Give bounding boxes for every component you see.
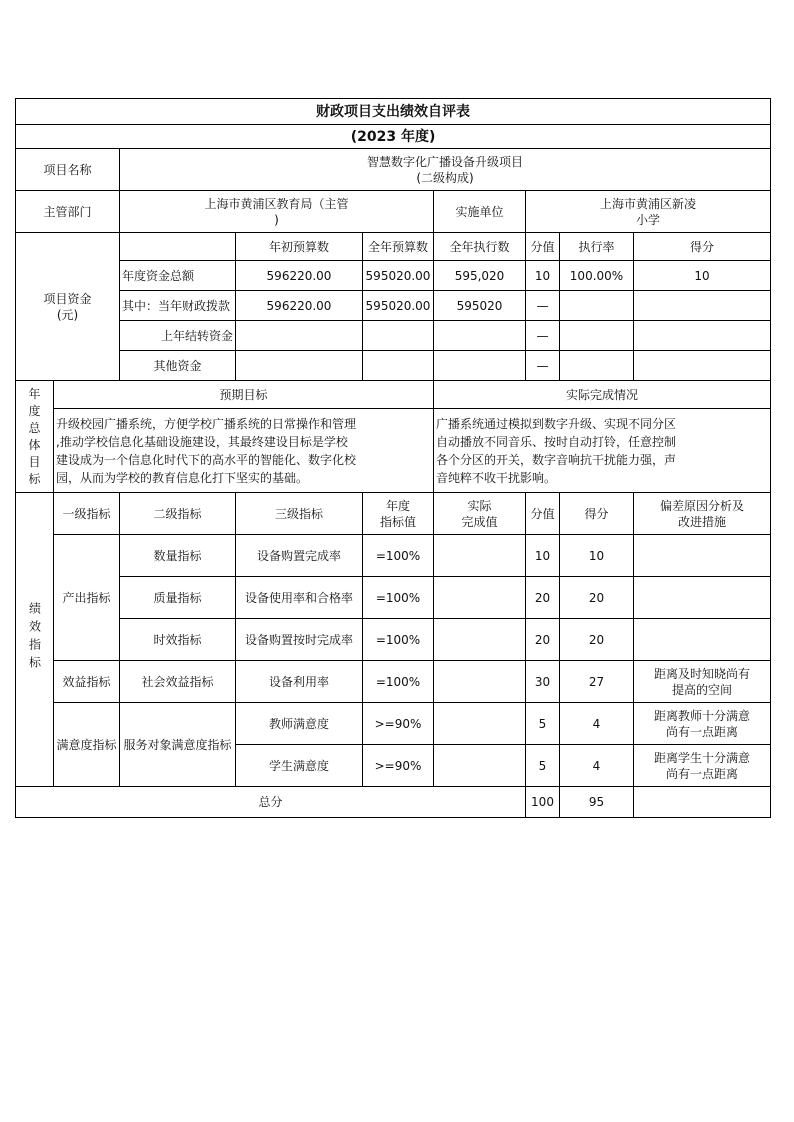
- impl-value: [526, 191, 771, 233]
- indicators-side-label: [16, 493, 54, 787]
- ind-header-level3: 三级指标: [236, 493, 363, 535]
- ind-target: =100%: [363, 619, 434, 661]
- funds-cell-initial: 596220.00: [236, 291, 363, 321]
- funds-cell-rate: 100.00%: [560, 261, 634, 291]
- ind-level3: 设备使用率和合格率: [236, 577, 363, 619]
- ind-level3: 设备利用率: [236, 661, 363, 703]
- project-name-label: 项目名称: [16, 149, 120, 191]
- ind-score: 10: [560, 535, 634, 577]
- funds-header-annual: 全年预算数: [363, 233, 434, 261]
- ind-actual: [434, 535, 526, 577]
- ind-analysis: [634, 619, 771, 661]
- ind-actual: [434, 661, 526, 703]
- dept-value: [120, 191, 434, 233]
- ind-header-level1: 一级指标: [54, 493, 120, 535]
- expected-goal-header: 预期目标: [54, 381, 434, 409]
- funds-header-rate: 执行率: [560, 233, 634, 261]
- ind-analysis: 距离及时知晓尚有 提高的空间: [634, 661, 771, 703]
- ind-level2: 数量指标: [120, 535, 236, 577]
- ind-weight: 30: [526, 661, 560, 703]
- project-name-line2: (二级构成): [416, 170, 474, 185]
- ind-weight: 10: [526, 535, 560, 577]
- ind-header-target: 年度 指标值: [363, 493, 434, 535]
- ind-level2: 社会效益指标: [120, 661, 236, 703]
- ind-actual: [434, 703, 526, 745]
- funds-cell-executed: [434, 321, 526, 351]
- ind-level2: 时效指标: [120, 619, 236, 661]
- funds-cell-score: [634, 351, 771, 381]
- ind-target: =100%: [363, 661, 434, 703]
- funds-cell-score: [634, 291, 771, 321]
- funds-cell-initial: 596220.00: [236, 261, 363, 291]
- funds-row-label: 上年结转资金: [120, 321, 236, 351]
- ind-header-weight: 分值: [526, 493, 560, 535]
- total-label: 总分: [16, 787, 526, 818]
- ind-level1-output: 产出指标: [54, 535, 120, 661]
- funds-row-label: 其中：当年财政拨款: [120, 291, 236, 321]
- ind-weight: 5: [526, 745, 560, 787]
- ind-weight: 20: [526, 577, 560, 619]
- ind-level2-satisfaction: 服务对象满意度指标: [120, 703, 236, 787]
- funds-cell-rate: [560, 291, 634, 321]
- funds-cell-score: 10: [634, 261, 771, 291]
- actual-goal-header: 实际完成情况: [434, 381, 771, 409]
- ind-level3: 设备购置完成率: [236, 535, 363, 577]
- funds-cell-rate: [560, 351, 634, 381]
- ind-header-analysis: 偏差原因分析及 改进措施: [634, 493, 771, 535]
- project-name-line1: 智慧数字化广播设备升级项目: [367, 154, 524, 169]
- ind-actual: [434, 577, 526, 619]
- ind-score: 4: [560, 703, 634, 745]
- ind-score: 20: [560, 619, 634, 661]
- ind-weight: 20: [526, 619, 560, 661]
- funds-cell-weight: —: [526, 291, 560, 321]
- impl-value-line1: 上海市黄浦区新凌: [600, 196, 697, 211]
- ind-score: 4: [560, 745, 634, 787]
- expected-goal-text: 升级校园广播系统，方便学校广播系统的日常操作和管理 ,推动学校信息化基础设施建设，其最终建设目标是学校 建设成为一个信息化时代下的高水平的智能化、数字化校 园，从而为学校的教育信息化打下坚实的基础。: [54, 409, 434, 493]
- funds-header-initial: 年初预算数: [236, 233, 363, 261]
- funds-label-line1: 项目资金: [43, 291, 92, 306]
- funds-label: [16, 233, 120, 381]
- ind-analysis: 距离教师十分满意 尚有一点距离: [634, 703, 771, 745]
- ind-level3: 学生满意度: [236, 745, 363, 787]
- ind-header-actual: 实际 完成值: [434, 493, 526, 535]
- form-title: 财政项目支出绩效自评表: [16, 99, 771, 125]
- funds-label-line2: (元): [56, 307, 79, 322]
- funds-cell-annual: [363, 321, 434, 351]
- funds-cell-executed: 595,020: [434, 261, 526, 291]
- ind-header-level2: 二级指标: [120, 493, 236, 535]
- funds-cell-annual: [363, 351, 434, 381]
- ind-level3: 教师满意度: [236, 703, 363, 745]
- funds-header-score: 得分: [634, 233, 771, 261]
- funds-cell-executed: 595020: [434, 291, 526, 321]
- ind-score: 20: [560, 577, 634, 619]
- funds-cell-weight: 10: [526, 261, 560, 291]
- ind-target: >=90%: [363, 745, 434, 787]
- funds-cell-executed: [434, 351, 526, 381]
- actual-goal-text: 广播系统通过模拟到数字升级、实现不同分区 自动播放不同音乐、按时自动打铃，任意控制 各个分区的开关，数字音响抗干扰能力强，声 音纯粹不收干扰影响。: [434, 409, 771, 493]
- funds-cell-weight: —: [526, 321, 560, 351]
- ind-actual: [434, 619, 526, 661]
- ind-header-score: 得分: [560, 493, 634, 535]
- funds-header-blank: [120, 233, 236, 261]
- funds-cell-rate: [560, 321, 634, 351]
- ind-actual: [434, 745, 526, 787]
- indicators-side-text: 绩效指标: [27, 601, 42, 674]
- dept-label: 主管部门: [16, 191, 120, 233]
- ind-level3: 设备购置按时完成率: [236, 619, 363, 661]
- funds-cell-score: [634, 321, 771, 351]
- ind-level1-satisfaction: 满意度指标: [54, 703, 120, 787]
- funds-row-label: 其他资金: [120, 351, 236, 381]
- funds-cell-weight: —: [526, 351, 560, 381]
- dept-value-line1: 上海市黄浦区教育局（主管: [204, 196, 349, 211]
- total-weight: 100: [526, 787, 560, 818]
- ind-level2: 质量指标: [120, 577, 236, 619]
- ind-score: 27: [560, 661, 634, 703]
- funds-cell-annual: 595020.00: [363, 261, 434, 291]
- funds-cell-annual: 595020.00: [363, 291, 434, 321]
- impl-value-line2: 小学: [636, 212, 661, 227]
- ind-target: =100%: [363, 577, 434, 619]
- funds-header-executed: 全年执行数: [434, 233, 526, 261]
- form-year: (2023 年度): [16, 125, 771, 149]
- self-evaluation-table: [15, 98, 771, 818]
- funds-cell-initial: [236, 351, 363, 381]
- dept-value-line2: ): [274, 212, 279, 227]
- funds-header-weight: 分值: [526, 233, 560, 261]
- ind-weight: 5: [526, 703, 560, 745]
- ind-target: >=90%: [363, 703, 434, 745]
- project-name-value: [120, 149, 771, 191]
- ind-level1-benefit: 效益指标: [54, 661, 120, 703]
- ind-analysis: [634, 535, 771, 577]
- ind-target: =100%: [363, 535, 434, 577]
- total-analysis: [634, 787, 771, 818]
- impl-label: 实施单位: [434, 191, 526, 233]
- total-score: 95: [560, 787, 634, 818]
- ind-analysis: [634, 577, 771, 619]
- ind-analysis: 距离学生十分满意 尚有一点距离: [634, 745, 771, 787]
- goals-side-label: 年度总体目标: [16, 381, 54, 493]
- funds-cell-initial: [236, 321, 363, 351]
- funds-row-label: 年度资金总额: [120, 261, 236, 291]
